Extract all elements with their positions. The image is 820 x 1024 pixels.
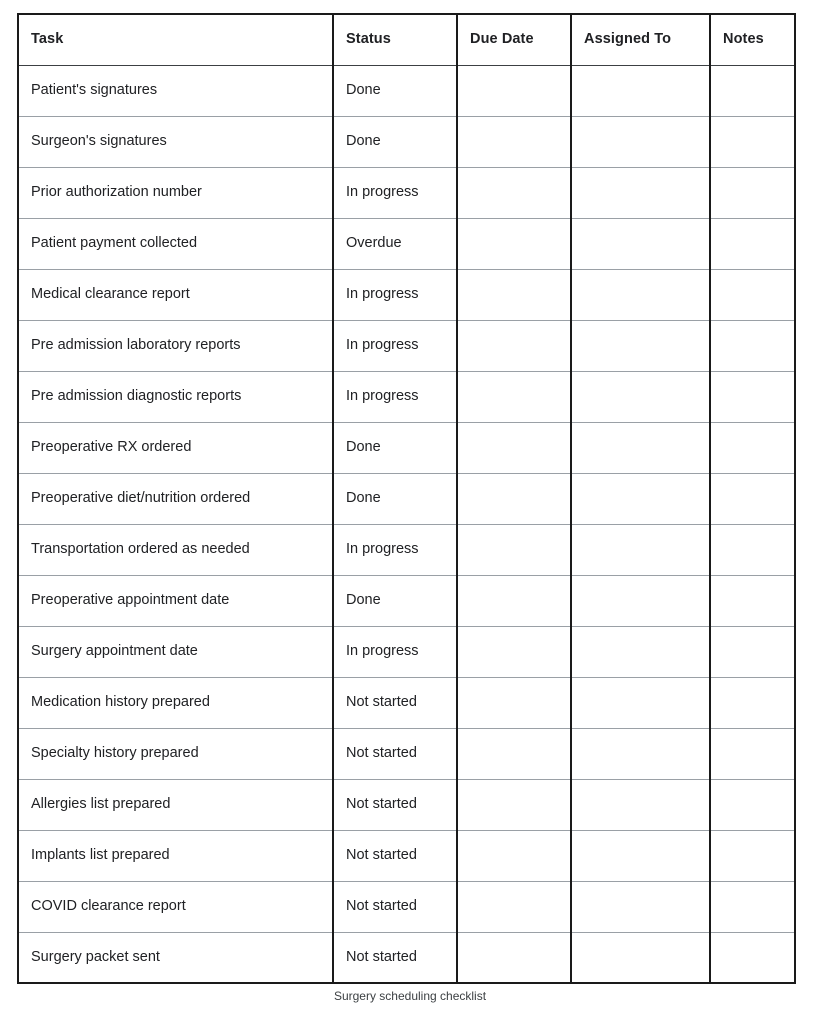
cell-task[interactable]: Surgery appointment date bbox=[18, 626, 333, 677]
cell-notes[interactable] bbox=[710, 218, 795, 269]
cell-due_date[interactable] bbox=[457, 371, 571, 422]
cell-task[interactable]: Transportation ordered as needed bbox=[18, 524, 333, 575]
cell-due_date[interactable] bbox=[457, 320, 571, 371]
cell-notes[interactable] bbox=[710, 830, 795, 881]
cell-assigned_to[interactable] bbox=[571, 779, 710, 830]
cell-status[interactable]: Done bbox=[333, 473, 457, 524]
table-row[interactable] bbox=[18, 65, 795, 116]
cell-status[interactable]: Not started bbox=[333, 779, 457, 830]
cell-notes[interactable] bbox=[710, 65, 795, 116]
cell-notes[interactable] bbox=[710, 779, 795, 830]
cell-status[interactable]: Done bbox=[333, 422, 457, 473]
surgery-scheduling-checklist-table bbox=[17, 13, 796, 984]
cell-due_date[interactable] bbox=[457, 881, 571, 932]
cell-task[interactable]: Surgeon's signatures bbox=[18, 116, 333, 167]
cell-assigned_to[interactable] bbox=[571, 371, 710, 422]
cell-assigned_to[interactable] bbox=[571, 524, 710, 575]
table-header-row bbox=[18, 14, 795, 65]
cell-status[interactable]: Not started bbox=[333, 830, 457, 881]
table-row[interactable] bbox=[18, 269, 795, 320]
table-row[interactable] bbox=[18, 677, 795, 728]
cell-due_date[interactable] bbox=[457, 65, 571, 116]
column-header-assigned-to[interactable]: Assigned To bbox=[571, 14, 710, 65]
cell-notes[interactable] bbox=[710, 881, 795, 932]
table-caption: Surgery scheduling checklist bbox=[333, 989, 487, 1003]
cell-task[interactable]: Allergies list prepared bbox=[18, 779, 333, 830]
cell-task[interactable]: Pre admission diagnostic reports bbox=[18, 371, 333, 422]
column-header-status[interactable]: Status bbox=[333, 14, 457, 65]
cell-task[interactable]: COVID clearance report bbox=[18, 881, 333, 932]
cell-notes[interactable] bbox=[710, 269, 795, 320]
cell-due_date[interactable] bbox=[457, 524, 571, 575]
cell-status[interactable]: In progress bbox=[333, 167, 457, 218]
cell-notes[interactable] bbox=[710, 320, 795, 371]
table-body bbox=[18, 65, 795, 983]
cell-due_date[interactable] bbox=[457, 422, 571, 473]
cell-assigned_to[interactable] bbox=[571, 575, 710, 626]
cell-status[interactable]: Overdue bbox=[333, 218, 457, 269]
cell-notes[interactable] bbox=[710, 626, 795, 677]
checklist-table-wrapper bbox=[17, 13, 794, 984]
cell-assigned_to[interactable] bbox=[571, 116, 710, 167]
cell-assigned_to[interactable] bbox=[571, 473, 710, 524]
table-row[interactable] bbox=[18, 524, 795, 575]
cell-notes[interactable] bbox=[710, 524, 795, 575]
cell-status[interactable]: Done bbox=[333, 575, 457, 626]
cell-notes[interactable] bbox=[710, 575, 795, 626]
table-row[interactable] bbox=[18, 371, 795, 422]
cell-status[interactable]: In progress bbox=[333, 524, 457, 575]
cell-task[interactable]: Surgery packet sent bbox=[18, 932, 333, 983]
cell-task[interactable]: Patient's signatures bbox=[18, 65, 333, 116]
cell-assigned_to[interactable] bbox=[571, 881, 710, 932]
cell-notes[interactable] bbox=[710, 473, 795, 524]
table-row[interactable] bbox=[18, 932, 795, 983]
table-row[interactable] bbox=[18, 167, 795, 218]
table-row[interactable] bbox=[18, 473, 795, 524]
cell-due_date[interactable] bbox=[457, 116, 571, 167]
cell-due_date[interactable] bbox=[457, 167, 571, 218]
table-header bbox=[18, 14, 795, 65]
column-header-due-date[interactable]: Due Date bbox=[457, 14, 571, 65]
cell-status[interactable]: In progress bbox=[333, 269, 457, 320]
cell-notes[interactable] bbox=[710, 422, 795, 473]
cell-task[interactable]: Preoperative appointment date bbox=[18, 575, 333, 626]
cell-assigned_to[interactable] bbox=[571, 422, 710, 473]
cell-status[interactable]: In progress bbox=[333, 371, 457, 422]
cell-status[interactable]: Done bbox=[333, 116, 457, 167]
table-row[interactable] bbox=[18, 320, 795, 371]
cell-notes[interactable] bbox=[710, 728, 795, 779]
cell-assigned_to[interactable] bbox=[571, 167, 710, 218]
cell-status[interactable]: Not started bbox=[333, 728, 457, 779]
cell-due_date[interactable] bbox=[457, 830, 571, 881]
table-row[interactable] bbox=[18, 422, 795, 473]
cell-due_date[interactable] bbox=[457, 728, 571, 779]
cell-due_date[interactable] bbox=[457, 677, 571, 728]
cell-notes[interactable] bbox=[710, 167, 795, 218]
cell-notes[interactable] bbox=[710, 677, 795, 728]
cell-task[interactable]: Medical clearance report bbox=[18, 269, 333, 320]
cell-assigned_to[interactable] bbox=[571, 728, 710, 779]
table-row[interactable] bbox=[18, 881, 795, 932]
table-row[interactable] bbox=[18, 728, 795, 779]
cell-notes[interactable] bbox=[710, 371, 795, 422]
cell-task[interactable]: Preoperative RX ordered bbox=[18, 422, 333, 473]
cell-status[interactable]: In progress bbox=[333, 320, 457, 371]
cell-assigned_to[interactable] bbox=[571, 218, 710, 269]
cell-due_date[interactable] bbox=[457, 932, 571, 983]
cell-status[interactable]: Not started bbox=[333, 677, 457, 728]
column-header-task[interactable]: Task bbox=[18, 14, 333, 65]
table-row[interactable] bbox=[18, 575, 795, 626]
cell-task[interactable]: Specialty history prepared bbox=[18, 728, 333, 779]
cell-status[interactable]: In progress bbox=[333, 626, 457, 677]
cell-assigned_to[interactable] bbox=[571, 932, 710, 983]
table-row[interactable] bbox=[18, 830, 795, 881]
cell-due_date[interactable] bbox=[457, 575, 571, 626]
cell-due_date[interactable] bbox=[457, 269, 571, 320]
cell-status[interactable]: Done bbox=[333, 65, 457, 116]
cell-task[interactable]: Pre admission laboratory reports bbox=[18, 320, 333, 371]
cell-task[interactable]: Prior authorization number bbox=[18, 167, 333, 218]
cell-assigned_to[interactable] bbox=[571, 320, 710, 371]
cell-notes[interactable] bbox=[710, 932, 795, 983]
cell-assigned_to[interactable] bbox=[571, 677, 710, 728]
cell-assigned_to[interactable] bbox=[571, 626, 710, 677]
column-header-notes[interactable]: Notes bbox=[710, 14, 795, 65]
cell-due_date[interactable] bbox=[457, 473, 571, 524]
table-row[interactable] bbox=[18, 116, 795, 167]
cell-assigned_to[interactable] bbox=[571, 269, 710, 320]
cell-task[interactable]: Implants list prepared bbox=[18, 830, 333, 881]
cell-due_date[interactable] bbox=[457, 626, 571, 677]
table-row[interactable] bbox=[18, 218, 795, 269]
table-row[interactable] bbox=[18, 779, 795, 830]
cell-notes[interactable] bbox=[710, 116, 795, 167]
cell-task[interactable]: Preoperative diet/nutrition ordered bbox=[18, 473, 333, 524]
cell-due_date[interactable] bbox=[457, 218, 571, 269]
table-row[interactable] bbox=[18, 626, 795, 677]
cell-status[interactable]: Not started bbox=[333, 881, 457, 932]
cell-assigned_to[interactable] bbox=[571, 65, 710, 116]
cell-task[interactable]: Patient payment collected bbox=[18, 218, 333, 269]
cell-assigned_to[interactable] bbox=[571, 830, 710, 881]
cell-status[interactable]: Not started bbox=[333, 932, 457, 983]
cell-due_date[interactable] bbox=[457, 779, 571, 830]
cell-task[interactable]: Medication history prepared bbox=[18, 677, 333, 728]
